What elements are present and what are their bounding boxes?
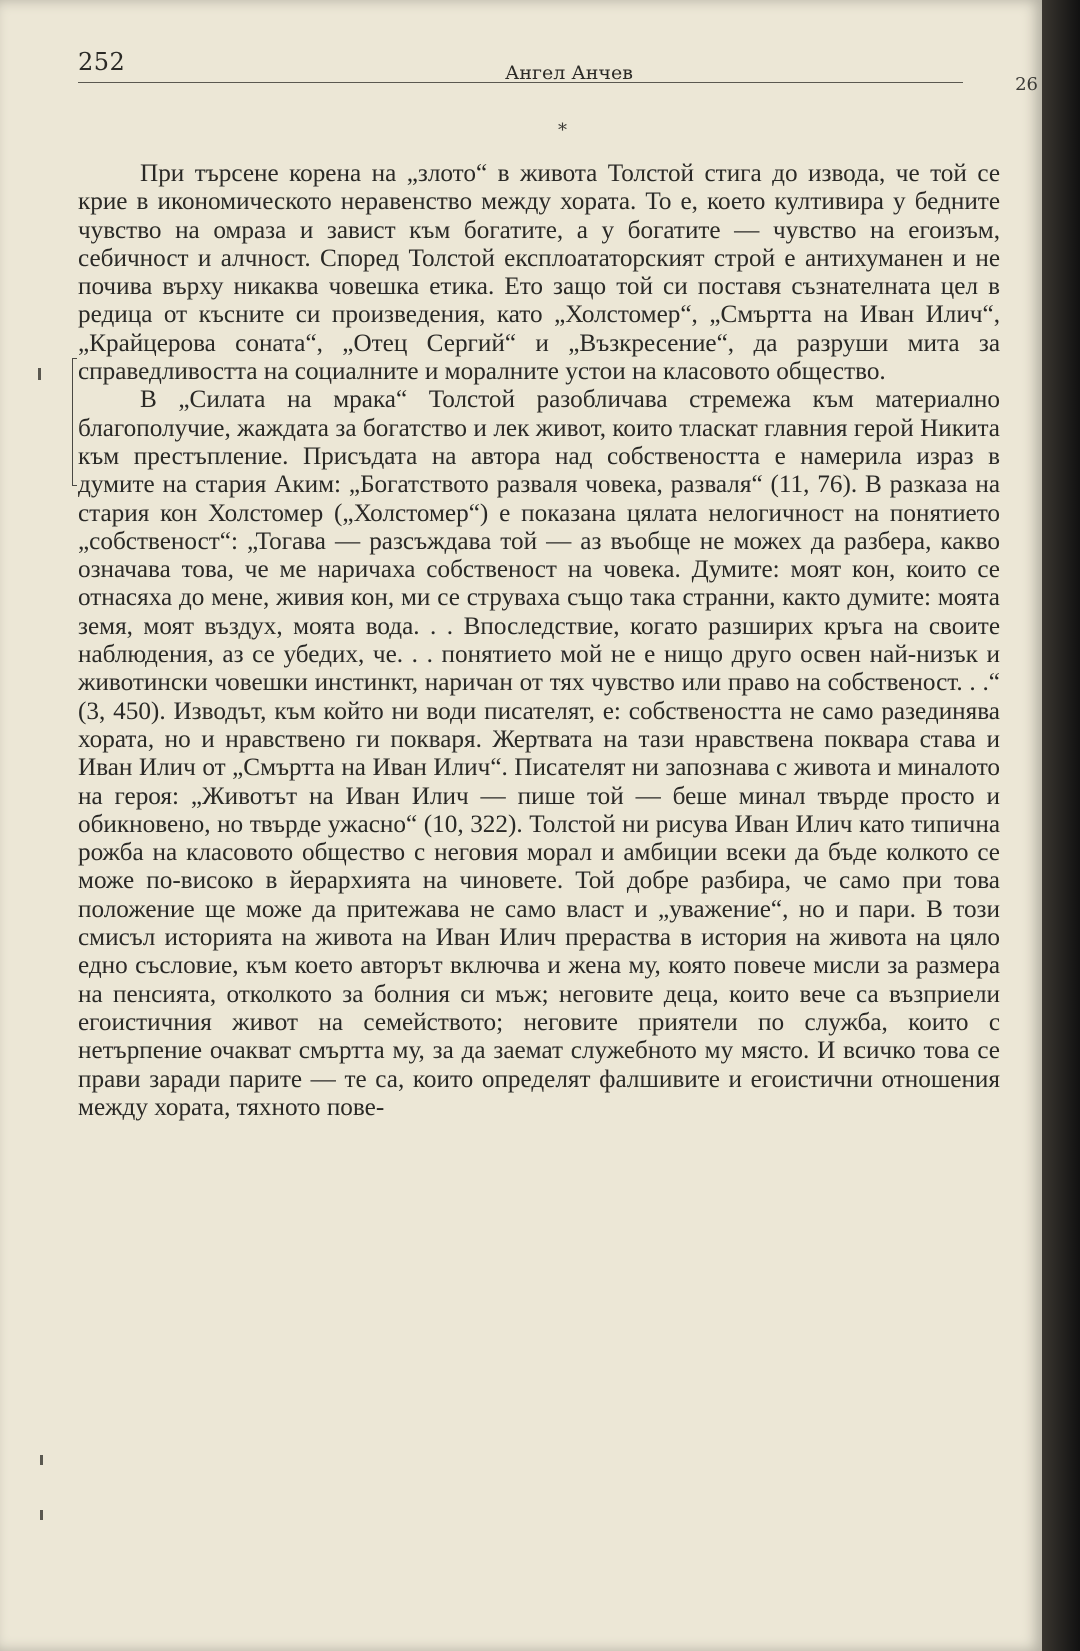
stamp-number: 26 <box>1015 74 1038 95</box>
page-edge-shadow <box>1042 0 1080 1651</box>
margin-mark <box>40 1455 43 1465</box>
section-separator: * <box>558 120 567 141</box>
body-text <box>78 160 1000 1122</box>
paragraph-2: В „Силата на мрака“ Толстой разобличава стремежа към материално благополучие, жаждата за богатство и лек живот, които тласкат главния герой Никита към престъпление. Присъдата на автора над собствеността е намерила израз в думите на стария Аким: „Богатството разваля човека, разваля“ (11, 76). В разказа на стария кон Холстомер („Холстомер“) е показана цялата нелогичност на понятието „собственост“: „Тогава — разсъждава той — аз въобще не можех да разбера, какво означава това, че ме наричаха собственост на човека. Думите: моят кон, които се отнасяха до мене, живия кон, ми се струваха също така странни, както думите: моята земя, моят въздух, моята вода. . . Впоследствие, когато разширих кръга на своите наблюдения, аз се убедих, че. . . понятието мой не е нищо друго освен най-низък и животински човешки инстинкт, наричан от тях чувство или право на собственост. . .“ (3, 450). Изводът, към който ни води писателят, е: собствеността не само разединява хората, но и нравствено ги покваря. Жертвата на тази нравствена поквара става и Иван Илич от „Смъртта на Иван Илич“. Писателят ни запознава с живота и миналото на героя: „Животът на Иван Илич — пише той — беше минал твърде просто и обикновено, но твърде ужасно“ (10, 322). Толстой ни рисува Иван Илич като типична рожба на класовото общество с неговия морал и амбиции всеки да бъде колкото се може по-високо в йерархията на чиновете. Той добре разбира, че само при това положение ще може да притежава не само власт и „уважение“, но и пари. В този смисъл историята на живота на Иван Илич прераства в история на живота на цяло едно съсловие, към което авторът включва и жена му, която повече мисли за размера на пенсията, отколкото за болния си мъж; неговите деца, които вече са възприели егоистичния живот на семейството; неговите приятели по служба, които с нетърпение очакват смъртта му, за да заемат служебното му място. И всичко това се прави заради парите — те са, които определят фалшивите и егоистични отношения между хората, тяхното пове- <box>78 386 1000 1121</box>
margin-mark <box>38 368 41 380</box>
page-header <box>78 48 1038 98</box>
paragraph-1: При търсене корена на „злото“ в живота Толстой стига до извода, че той се крие в икономическото неравенство между хората. То е, което култивира у бедните чувство на омраза и завист към богатите, а у богатите — чувство на егоизъм, себичност и алчност. Според Толстой експлоататорският строй е антихуманен и не почива върху никаква човешка етика. Ето защо той си поставя съзнателната цел в редица от късните си произведения, като „Холстомер“, „Смъртта на Иван Илич“, „Крайцерова соната“, „Отец Сергий“ и „Възкресение“, да разруши мита за справедливостта на социалните и моралните устои на класовото общество. <box>78 160 1000 386</box>
page-number: 252 <box>78 48 126 76</box>
running-title: Ангел Анчев <box>505 62 633 84</box>
margin-mark <box>40 1510 43 1520</box>
margin-bracket <box>72 358 77 486</box>
header-rule <box>78 82 963 83</box>
